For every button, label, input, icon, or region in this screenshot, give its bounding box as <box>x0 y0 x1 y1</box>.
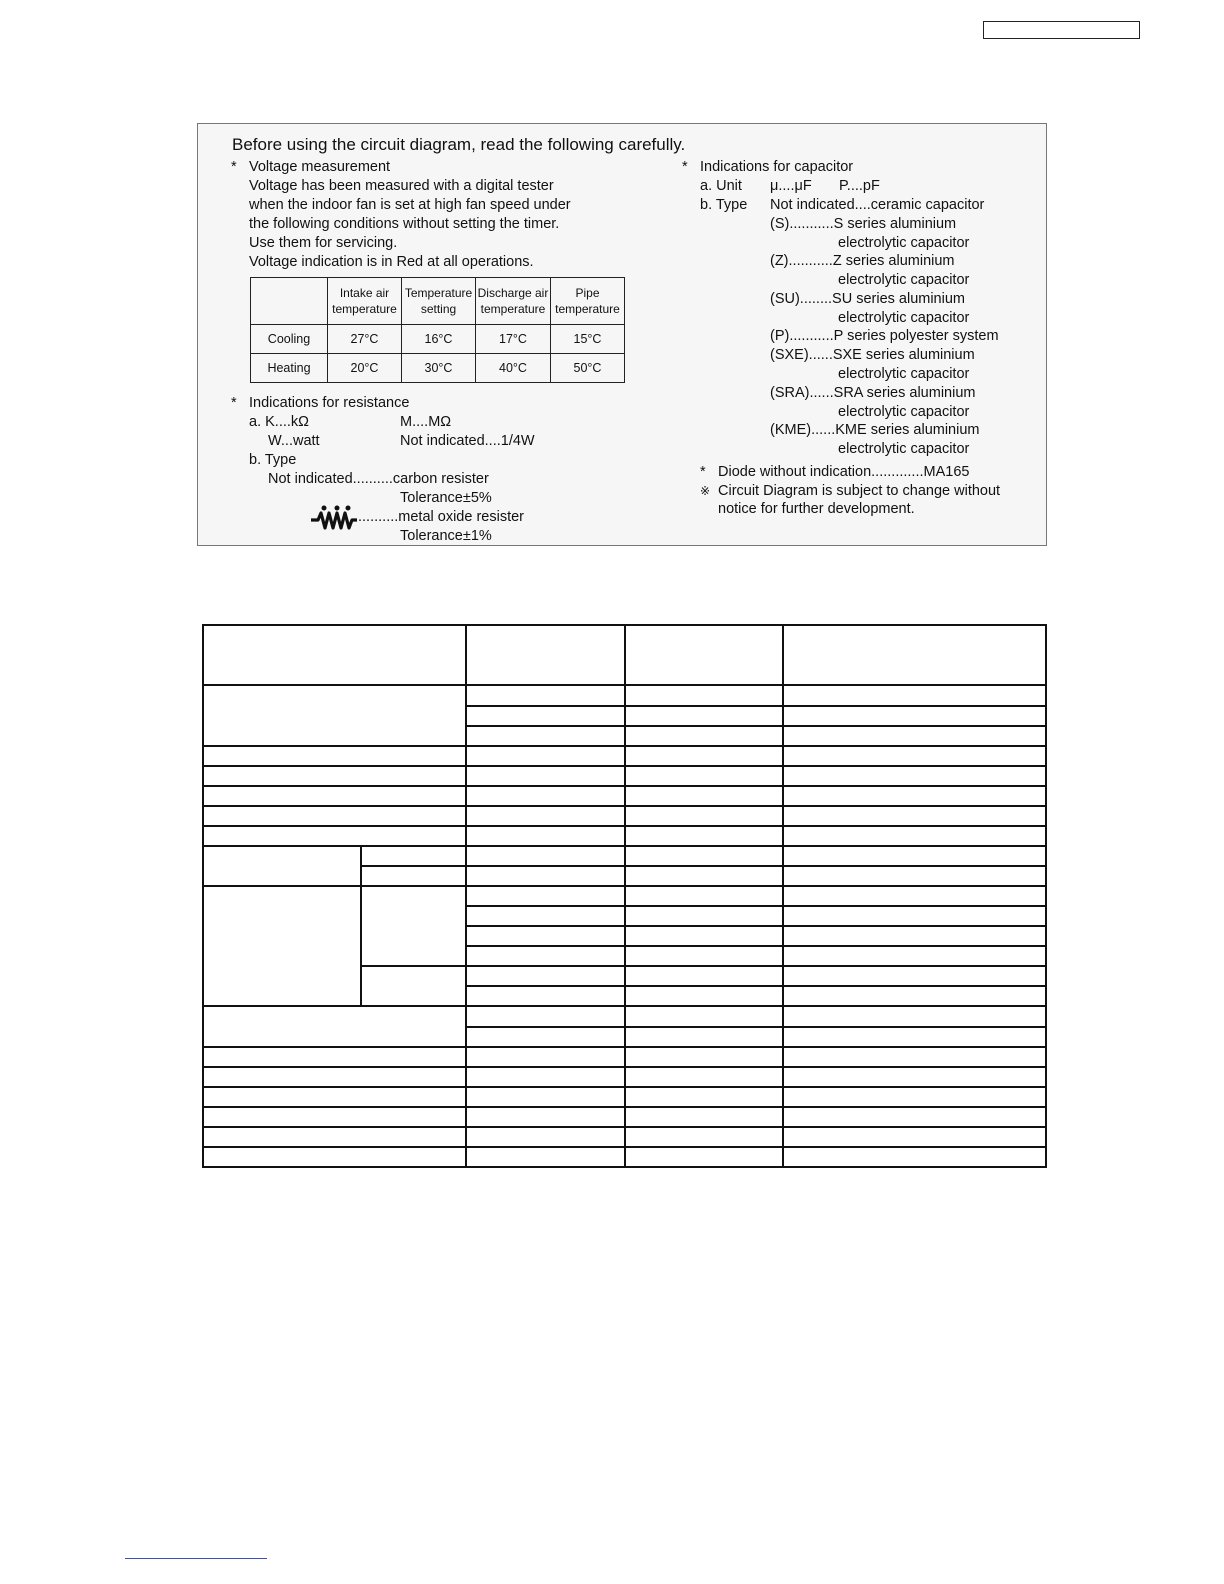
empty-voltage-table-grid <box>202 624 1047 1168</box>
mode-cell: Heating <box>251 354 328 383</box>
table-header-cell: Intake air temperature <box>328 278 402 325</box>
resistance-bullet: * <box>231 395 237 411</box>
capacitor-unit-pico: P....pF <box>839 178 880 194</box>
resistance-title: Indications for resistance <box>249 395 410 411</box>
capacitor-type-line: electrolytic capacitor <box>838 441 970 457</box>
capacitor-title: Indications for capacitor <box>700 159 854 175</box>
page-reference-box <box>983 21 1140 39</box>
capacitor-type-line: (P)...........P series polyester system <box>770 328 999 344</box>
temperature-conditions-table <box>250 277 625 383</box>
capacitor-type-line: (SRA)......SRA series aluminium <box>770 385 976 401</box>
value-cell: 17°C <box>476 325 551 354</box>
table-row <box>251 325 625 354</box>
capacitor-type-line: electrolytic capacitor <box>838 235 970 251</box>
capacitor-bullet: * <box>682 159 688 175</box>
circuit-diagram-notes <box>197 123 1047 546</box>
capacitor-unit-label: a. Unit <box>700 178 742 194</box>
capacitor-type-label: b. Type <box>700 197 748 213</box>
value-cell: 20°C <box>328 354 402 383</box>
diode-note: Diode without indication.............MA165 <box>718 464 970 480</box>
voltage-line: Use them for servicing. <box>249 235 398 251</box>
voltage-line: Voltage has been measured with a digital tester <box>249 178 554 194</box>
capacitor-type-line: (Z)...........Z series aluminium <box>770 253 955 269</box>
resistance-metal-oxide: ..........metal oxide resister <box>358 509 524 525</box>
diode-bullet: * <box>700 464 706 480</box>
capacitor-type-line: (SU)........SU series aluminium <box>770 291 965 307</box>
resistance-unit-w: W...watt <box>268 433 320 449</box>
value-cell: 40°C <box>476 354 551 383</box>
capacitor-type-line: electrolytic capacitor <box>838 272 970 288</box>
capacitor-type-line: (S)...........S series aluminium <box>770 216 957 232</box>
capacitor-unit-micro: μ....μF <box>770 178 812 194</box>
resistance-default-wattage: Not indicated....1/4W <box>400 433 535 449</box>
capacitor-type-line: (KME)......KME series aluminium <box>770 422 980 438</box>
change-note-line: Circuit Diagram is subject to change without <box>718 483 1001 499</box>
voltage-line: the following conditions without setting the timer. <box>249 216 560 232</box>
capacitor-type-line: electrolytic capacitor <box>838 404 970 420</box>
resistor-symbol-icon <box>310 504 358 532</box>
resistance-unit-m: M....MΩ <box>400 414 452 430</box>
table-header-cell: Pipe temperature <box>551 278 625 325</box>
capacitor-type-default: Not indicated....ceramic capacitor <box>770 197 985 213</box>
value-cell: 15°C <box>551 325 625 354</box>
voltage-title: Voltage measurement <box>249 159 391 175</box>
table-corner-cell <box>251 278 328 325</box>
capacitor-type-line: electrolytic capacitor <box>838 310 970 326</box>
table-header-cell: Temperature setting <box>402 278 476 325</box>
resistance-tolerance-5: Tolerance±5% <box>400 490 492 506</box>
value-cell: 50°C <box>551 354 625 383</box>
table-header-cell: Discharge air temperature <box>476 278 551 325</box>
footer-link-underline[interactable] <box>125 1558 267 1559</box>
voltage-bullet: * <box>231 159 237 175</box>
resistance-carbon: Not indicated..........carbon resister <box>268 471 489 487</box>
resistance-type-label: b. Type <box>249 452 297 468</box>
change-bullet: ※ <box>700 484 711 498</box>
change-note-line: notice for further development. <box>718 501 915 517</box>
table-header-row <box>251 278 625 325</box>
resistance-tolerance-1: Tolerance±1% <box>400 528 492 544</box>
voltage-line: Voltage indication is in Red at all operations. <box>249 254 534 270</box>
mode-cell: Cooling <box>251 325 328 354</box>
value-cell: 30°C <box>402 354 476 383</box>
capacitor-type-line: electrolytic capacitor <box>838 366 970 382</box>
value-cell: 16°C <box>402 325 476 354</box>
table-row <box>251 354 625 383</box>
capacitor-type-line: (SXE)......SXE series aluminium <box>770 347 975 363</box>
notes-heading: Before using the circuit diagram, read the following carefully. <box>232 135 686 154</box>
resistance-unit-k: a. K....kΩ <box>249 414 309 430</box>
value-cell: 27°C <box>328 325 402 354</box>
voltage-line: when the indoor fan is set at high fan speed under <box>249 197 571 213</box>
